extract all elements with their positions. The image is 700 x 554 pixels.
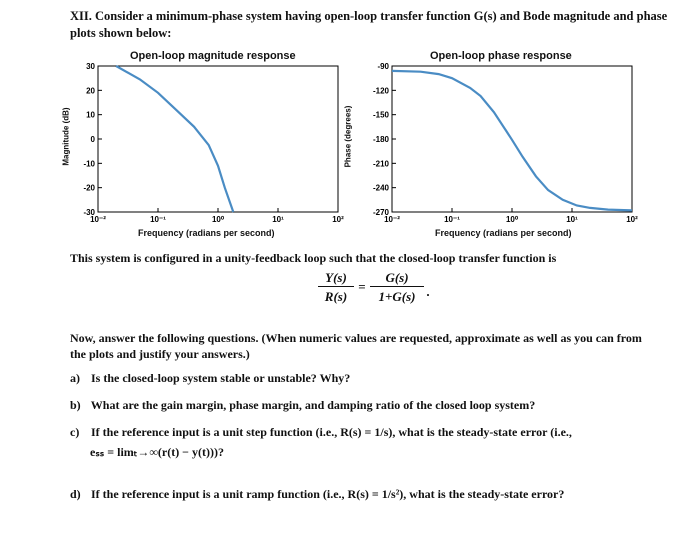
- question-b: [70, 397, 690, 414]
- config-sentence: This system is configured in a unity-feedback loop such that the closed-loop transfer function is: [70, 251, 557, 265]
- phase-y-tick-label: -150: [372, 110, 389, 120]
- magnitude-x-tick-label: 10¹: [272, 215, 284, 224]
- question-c-continuation: eₛₛ = limₜ→∞(r(t) − y(t)))?: [90, 445, 225, 459]
- magnitude-y-tick-label: -20: [83, 183, 95, 193]
- magnitude-y-tick-label: 0: [90, 135, 95, 144]
- phase-y-tick-label: -90: [377, 62, 389, 71]
- magnitude-y-tick-label: -10: [83, 159, 95, 169]
- phase-y-tick-label: -180: [372, 135, 389, 144]
- magnitude-y-tick-label: 30: [86, 62, 95, 71]
- magnitude-xlabel: Frequency (radians per second): [138, 228, 275, 238]
- magnitude-y-tick-label: 10: [86, 110, 95, 120]
- eq-lhs-denominator: R(s): [324, 289, 348, 304]
- phase-y-tick-label: -120: [372, 86, 389, 96]
- instructions: [70, 330, 690, 362]
- magnitude-y-tick-label: 20: [86, 86, 95, 96]
- phase-x-tick-label: 10⁰: [505, 215, 519, 224]
- magnitude-ylabel: Magnitude (dB): [61, 107, 71, 166]
- instructions-line-1: Now, answer the following questions. (When numeric values are requested, approximate as well as you can from: [70, 331, 642, 345]
- eq-equals: =: [358, 279, 366, 294]
- phase-chart: [338, 50, 638, 245]
- magnitude-x-tick-label: 10⁰: [211, 215, 225, 224]
- magnitude-y-tick-label: -30: [83, 208, 95, 217]
- instructions-line-2: the plots and justify your answers.): [70, 347, 250, 361]
- question-c: [70, 424, 690, 461]
- question-d: [70, 486, 690, 503]
- eq-rhs-denominator: 1+G(s): [378, 289, 416, 304]
- phase-xlabel: Frequency (radians per second): [435, 228, 572, 238]
- phase-chart-title: Open-loop phase response: [430, 50, 572, 62]
- magnitude-chart-title: Open-loop magnitude response: [130, 50, 296, 62]
- phase-curve: [392, 71, 632, 211]
- eq-lhs-numerator: Y(s): [318, 270, 354, 287]
- question-c-text: If the reference input is a unit step function (i.e., R(s) = 1/s), what is the steady-state error (i.e.,: [91, 425, 572, 439]
- question-b-label: b): [70, 398, 81, 412]
- heading-line-1: XII. Consider a minimum-phase system having open-loop transfer function G(s) and Bode magnitude and phase: [70, 9, 668, 23]
- eq-rhs-numerator: G(s): [370, 270, 424, 287]
- problem-heading: [70, 8, 680, 42]
- phase-x-tick-label: 10⁻¹: [444, 215, 460, 224]
- magnitude-x-tick-label: 10²: [332, 215, 344, 224]
- question-b-text: What are the gain margin, phase margin, and damping ratio of the closed loop system?: [90, 398, 536, 412]
- phase-plot: [338, 60, 638, 230]
- phase-x-tick-label: 10¹: [566, 215, 578, 224]
- question-a-label: a): [70, 371, 80, 385]
- phase-y-tick-label: -210: [372, 159, 389, 169]
- magnitude-plot-frame: [98, 66, 338, 212]
- phase-ylabel: Phase (degrees): [343, 105, 353, 168]
- phase-y-tick-label: -270: [372, 208, 389, 217]
- question-d-text: If the reference input is a unit ramp function (i.e., R(s) = 1/s²), what is the steady-state error?: [91, 487, 565, 501]
- phase-y-tick-label: -240: [372, 183, 389, 193]
- closed-loop-equation: [318, 268, 458, 308]
- magnitude-plot: [58, 60, 348, 230]
- magnitude-chart: [58, 50, 348, 245]
- question-a-text: Is the closed-loop system stable or unstable? Why?: [91, 371, 351, 385]
- magnitude-x-tick-label: 10⁻¹: [150, 215, 166, 224]
- question-a: [70, 370, 690, 387]
- magnitude-x-tick-label: 10⁻²: [90, 215, 106, 224]
- question-d-label: d): [70, 487, 81, 501]
- eq-period: .: [426, 284, 430, 299]
- question-c-label: c): [70, 425, 80, 439]
- magnitude-curve: [116, 66, 233, 212]
- heading-line-2: plots shown below:: [70, 26, 172, 40]
- phase-x-tick-label: 10⁻²: [384, 215, 400, 224]
- phase-x-tick-label: 10²: [626, 215, 638, 224]
